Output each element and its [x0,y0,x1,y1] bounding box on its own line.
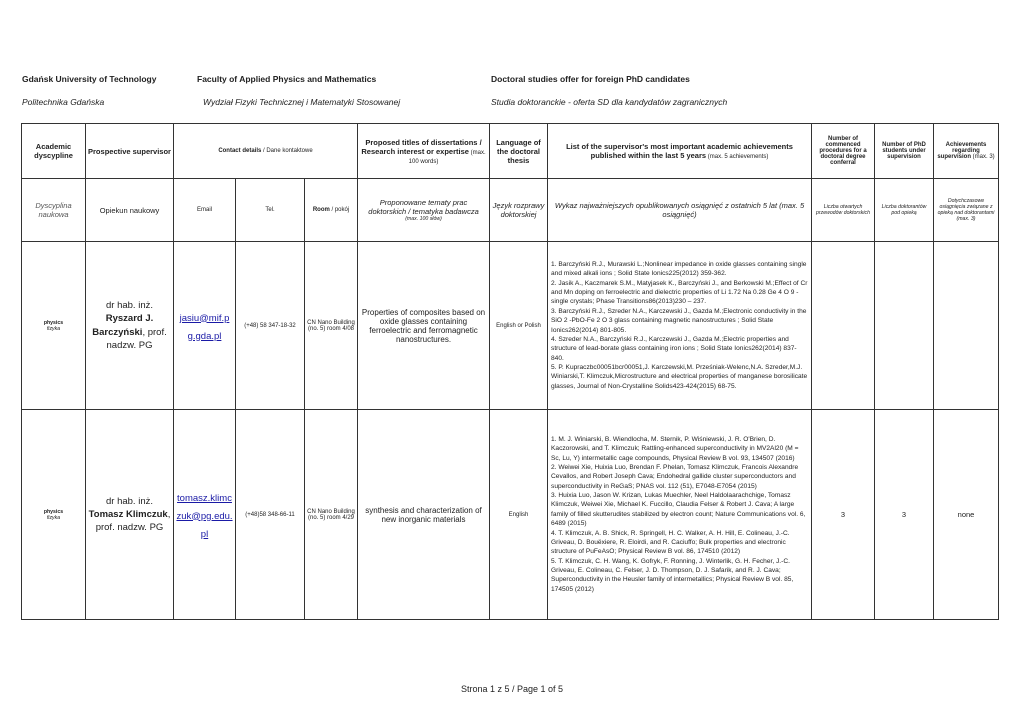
achievement-item: 2. Weiwei Xie, Huixia Luo, Brendan F. Phelan, Tomasz Klimczuk, Francois Alexandre Cevallos, and Robert Joseph Cava; Endohedral gallide cluster superconductors and superconductivity in ReGaS; PNAS vol. 112 (51), E7048-E7054 (2015) [551,464,799,490]
col-room-rest: / pokój [329,207,350,213]
col-discipline-pl: Dyscyplina naukowa [22,179,86,242]
email-cell [174,242,236,410]
col-titles-pl-text: Proponowane tematy prac doktorskich / tematyka badawcza [368,198,479,216]
discipline-en: physics [43,508,64,515]
supervisor-suffix: , prof. nadzw. PG [95,508,171,534]
col-achievements-rest: (max. 5 achievements) [706,154,769,160]
col-commenced: Number of commenced procedures for a doctoral degree conferral [812,124,875,179]
topic-cell: synthesis and characterization of new inorganic materials [358,410,490,620]
discipline-pl: fizyka [46,325,61,332]
col-language-pl: Język rozprawy doktorskiej [490,179,548,242]
discipline-pl: fizyka [46,514,61,521]
email-link[interactable]: tomasz.klimczuk@pg.edu.pl [176,492,233,540]
achievement-item: 5. P. Kupracz​bc00051bc​r00051,J. Karczewski,M. Prześniak-Welenc,N.A. Szreder,M.J. Winiarski,T. Klimczuk,Microstructure and electrical properties of manganese borosilicate glasses, Journal of Non-Crystalline Solids423-424(2015) 68-75. [551,363,808,390]
supervisor-suffix: , prof. nadzw. PG [106,326,167,351]
col-email-pl: Email [174,179,236,242]
achievement-item: 1. M. J. Winiarski, B. Wiendlocha, M. Sternik, P. Wiśniewski, J. R. O'Brien, D. Kaczorowski, and T. Klimczuk; Rattling-enhanced superconductivity in MV2Al20 (M = Sc, Lu, Y) intermetallic cage compounds, Physical Review B vol. 93, 134507 (2016) [551,435,799,462]
discipline-en: physics [43,319,64,326]
page-footer: Strona 1 z 5 / Page 1 of 5 [460,684,564,694]
col-supervision-pl: Dotychczasowe osiągnięcia związane z opieką nad doktorantami (max. 3) [934,179,999,242]
col-students-pl: Liczba doktorantów pod opieką [875,179,934,242]
achievement-item: 5. T. Klimczuk, C. H. Wang, K. Gofryk, F. Ronning, J. Winterlik, G. H. Fecher, J.-C. Griveau, E. Colineau, C. Felser, J. D. Thompson, D. J. Safarik, and R. J. Cava; Superconductivity in the Heusler family of intermetallics; Physical Review B vol. 85, 174505 (2012) [551,557,794,593]
col-titles-pl [358,179,490,242]
supervisor-name: Tomasz Klimczuk [88,508,168,520]
table-row [22,242,999,410]
students-cell: 3 [875,410,934,620]
tel-cell: (+48) 58 347-18-32 [236,242,305,410]
col-contact [174,124,358,179]
col-achievements [548,124,812,179]
discipline-cell [22,242,86,410]
offer-table [21,123,999,620]
achievements-cell [548,242,812,410]
supervision-cell: none [934,410,999,620]
offer-pl: Studia doktoranckie - oferta SD dla kandydatów zagranicznych [491,97,728,107]
col-titles-rest: (max. 100 words) [408,149,486,165]
col-tel-pl: Tel. [236,179,305,242]
achievement-item: 4. T. Klimczuk, A. B. Shick, R. Springell, H. C. Walker, A. H. Hill, E. Colineau, J.-C. Griveau, D. Bouëxiere, R. Eloirdi, and R. Caciuffo; Bulk properties and electronic structure of PuFeAsO; Physical Review B vol. 86, 174510 (2012) [551,529,790,556]
commenced-cell: 3 [812,410,875,620]
email-cell [174,410,236,620]
language-cell: English or Polish [490,242,548,410]
faculty-en: Faculty of Applied Physics and Mathematics [197,74,377,84]
header-row-en [22,124,999,179]
supervisor-name: Ryszard J. Barczyński [92,313,154,338]
col-room-bold: Room [312,207,330,213]
col-contact-rest: / Dane kontaktowe [261,148,313,154]
commenced-cell [812,242,875,410]
col-supervision-rest: (max. 3) [971,154,995,160]
supervisor-title: dr hab. inż. [106,495,153,507]
col-students: Number of PhD students under supervision [875,124,934,179]
col-titles [358,124,490,179]
achievement-item: 3. Barczyński R.J., Szreder N.A., Karczewski J., Gazda M.;Electronic conductivity in the SiO 2 -PbO-Fe 2 O 3 glass containing magnetic nanostructures ; Solid State Ionics262(2014) 801-805. [551,307,807,334]
col-achievements-pl: Wykaz najważniejszych opublikowanych osiągnięć z ostatnich 5 lat (max. 5 osiągnięć) [548,179,812,242]
table-row [22,410,999,620]
col-contact-bold: Contact details [218,148,262,154]
col-titles-bold: Proposed titles of dissertations / Research interest or expertise [361,137,482,156]
discipline-cell [22,410,86,620]
col-commenced-pl: Liczba otwartych przewodów doktorskich [812,179,875,242]
achievements-cell [548,410,812,620]
university-pl: Politechnika Gdańska [22,97,105,107]
achievement-item: 3. Huixia Luo, Jason W. Krizan, Lukas Muechler, Neel Haldolaarachchige, Tomasz Klimczuk, Weiwei Xie, Michael K. Fuccillo, Claudia Felser & Robert J. Cava; A large family of filled skutterudites stabilized by electron count; Nature Communications vol. 6, 6489 (2015) [551,492,806,528]
col-titles-pl-note: (max. 100 słów) [405,216,442,222]
header-row-pl [22,179,999,242]
col-supervision [934,124,999,179]
col-room-pl [305,179,358,242]
offer-en: Doctoral studies offer for foreign PhD candidates [491,74,690,84]
col-supervision-bold: Achievements regarding supervision [937,142,987,160]
topic-cell: Properties of composites based on oxide glasses containing ferroelectric and ferromagnetic nanostructures. [358,242,490,410]
language-cell: English [490,410,548,620]
faculty-pl: Wydział Fizyki Technicznej i Matematyki Stosowanej [203,97,401,107]
email-link[interactable]: jasiu@mif.pg.gda.pl [179,312,230,342]
university-en: Gdańsk University of Technology [22,74,157,84]
col-supervisor: Prospective supervisor [86,124,174,179]
supervisor-title: dr hab. inż. [106,299,153,311]
achievement-item: 4. Szreder N.A., Barczyński R.J., Karczewski J., Gazda M.;Electric properties and structure of lead-borate glass containing iron ions ; Solid State Ionics262(2014) 837-840. [551,335,797,362]
students-cell [875,242,934,410]
achievement-item: 1. Barczyński R.J., Murawski L.;Nonlinear impedance in oxide glasses containing single and mixed alkali ions ; Solid State Ionics225(2012) 359-362. [551,260,807,278]
col-discipline: Academic dyscypline [22,124,86,179]
col-supervisor-pl: Opiekun naukowy [86,179,174,242]
supervisor-cell [86,242,174,410]
col-achievements-bold: List of the supervisor's most important academic achievements published within the last 5 years [566,142,793,160]
room-cell: CN Nano Building (no. 5) room 4/29 [305,410,358,620]
supervision-cell [934,242,999,410]
supervisor-cell [86,410,174,620]
col-language: Language of the doctoral thesis [490,124,548,179]
room-cell: CN Nano Building (no. 5) room 4/08 [305,242,358,410]
tel-cell: (+48)58 348-66-11 [236,410,305,620]
achievement-item: 2. Jasik A., Kaczmarek S.M., Matyjasek K., Barczyński J., and Berkowski M.;Effect of Cr and Mn doping on ferroelectric and dielectric properties of Li 1.72 Na 0.28 Ge 4 O 9 - single crystals; Phase Transitions86(2013)230 – 237. [551,279,808,306]
